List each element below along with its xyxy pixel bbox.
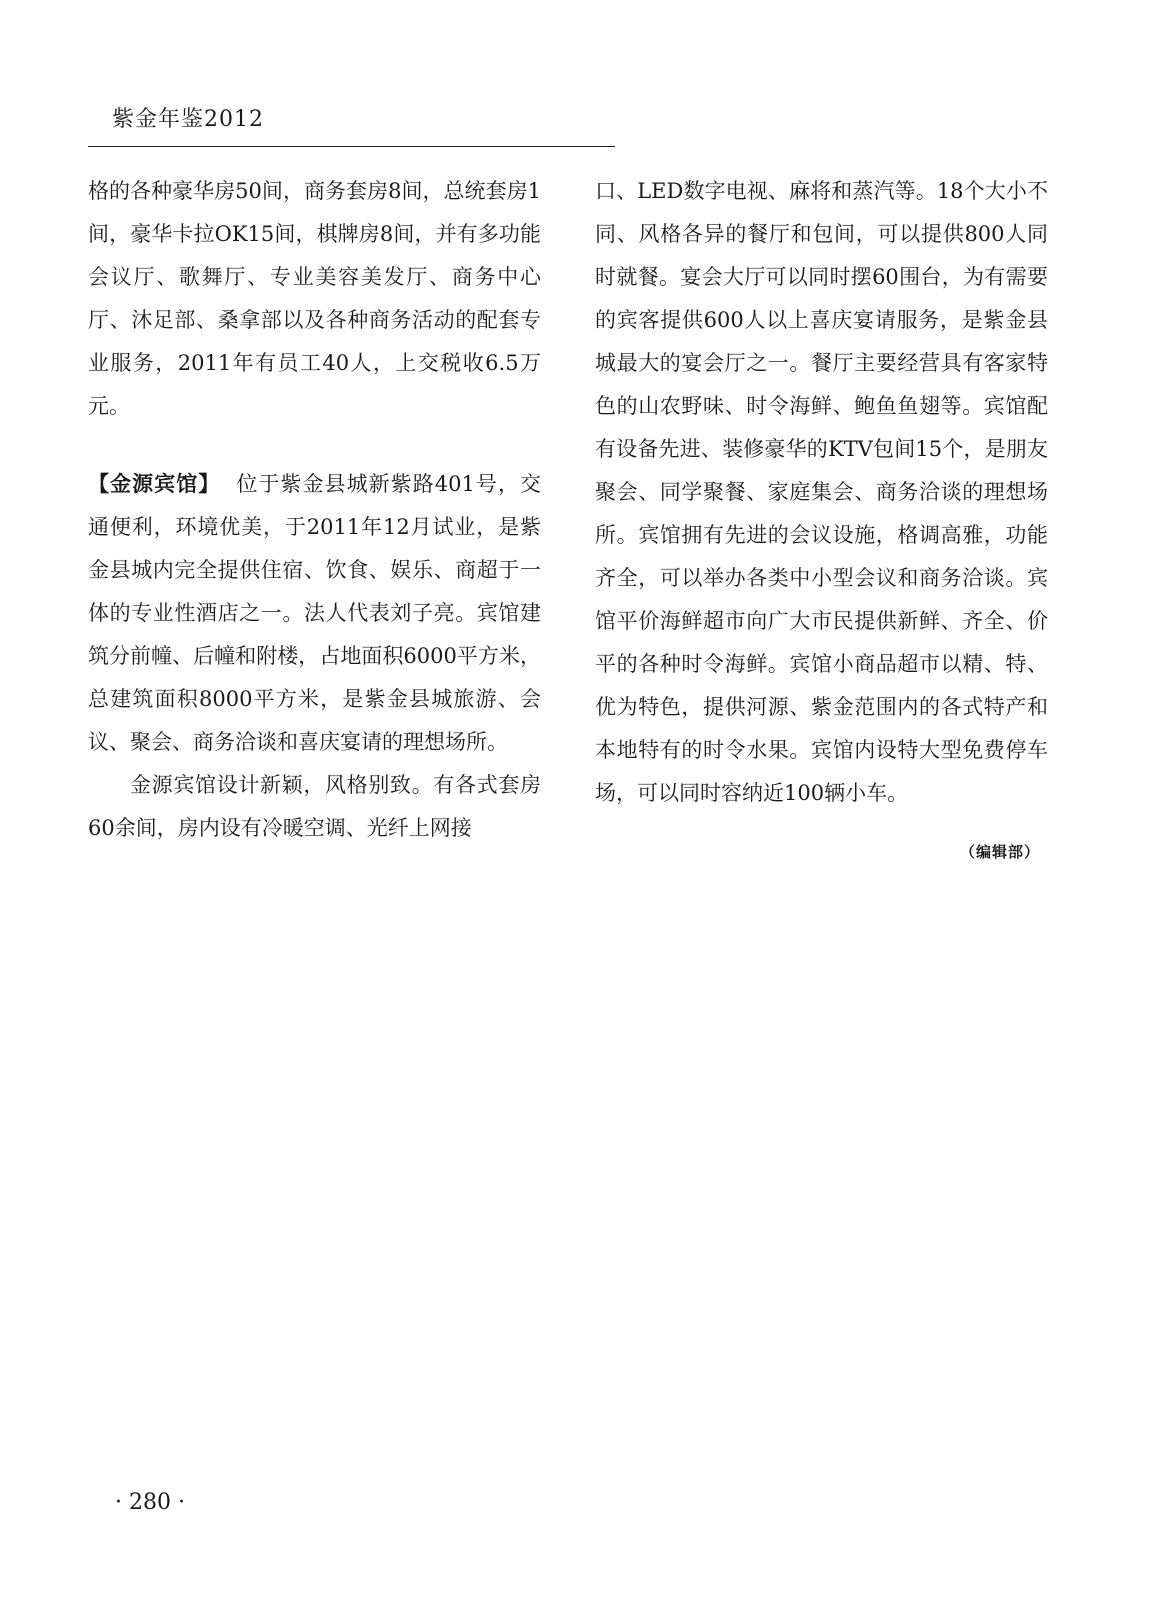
left-column bbox=[88, 170, 541, 850]
page-number: · 280 · bbox=[115, 1490, 185, 1515]
paragraph-gap bbox=[88, 428, 541, 463]
entry-paragraph bbox=[88, 463, 541, 764]
entry-intro-text: 位于紫金县城新紫路401号，交通便利，环境优美，于2011年12月试业，是紫金县城内完全提供住宿、饮食、娱乐、商超于一体的专业性酒店之一。法人代表刘子亮。宾馆建筑分前幢、后幢和附楼，占地面积6000平方米，总建筑面积8000平方米，是紫金县城旅游、会议、聚会、商务洽谈和喜庆宴请的理想场所。 bbox=[88, 472, 541, 754]
right-column bbox=[595, 170, 1048, 815]
body-paragraph-continued: 口、LED数字电视、麻将和蒸汽等。18个大小不同、风格各异的餐厅和包间，可以提供800人同时就餐。宴会大厅可以同时摆60围台，为有需要的宾客提供600人以上喜庆宴请服务，是紫金县城最大的宴会厅之一。餐厅主要经营具有客家特色的山农野味、时令海鲜、鲍鱼鱼翅等。宾馆配有设备先进、装修豪华的KTV包间15个，是朋友聚会、同学聚餐、家庭集会、商务洽谈的理想场所。宾馆拥有先进的会议设施，格调高雅，功能齐全，可以举办各类中小型会议和商务洽谈。宾馆平价海鲜超市向广大市民提供新鲜、齐全、价平的各种时令海鲜。宾馆小商品超市以精、特、优为特色，提供河源、紫金范围内的各式特产和本地特有的时令水果。宾馆内设特大型免费停车场，可以同时容纳近100辆小车。 bbox=[595, 179, 1048, 805]
header-rule bbox=[88, 146, 615, 147]
entry-heading: 【金源宾馆】 bbox=[88, 472, 221, 496]
continued-paragraph: 格的各种豪华房50间，商务套房8间，总统套房1间，豪华卡拉OK15间，棋牌房8间，并有多功能会议厅、歌舞厅、专业美容美发厅、商务中心厅、沐足部、桑拿部以及各种商务活动的配套专业服务，2011年有员工40人，上交税收6.5万元。 bbox=[88, 179, 541, 418]
editor-credit: （编辑部） bbox=[960, 843, 1041, 861]
running-header: 紫金年鉴2012 bbox=[112, 107, 264, 132]
body-paragraph-start: 金源宾馆设计新颖，风格别致。有各式套房60余间，房内设有冷暖空调、光纤上网接 bbox=[88, 773, 541, 840]
